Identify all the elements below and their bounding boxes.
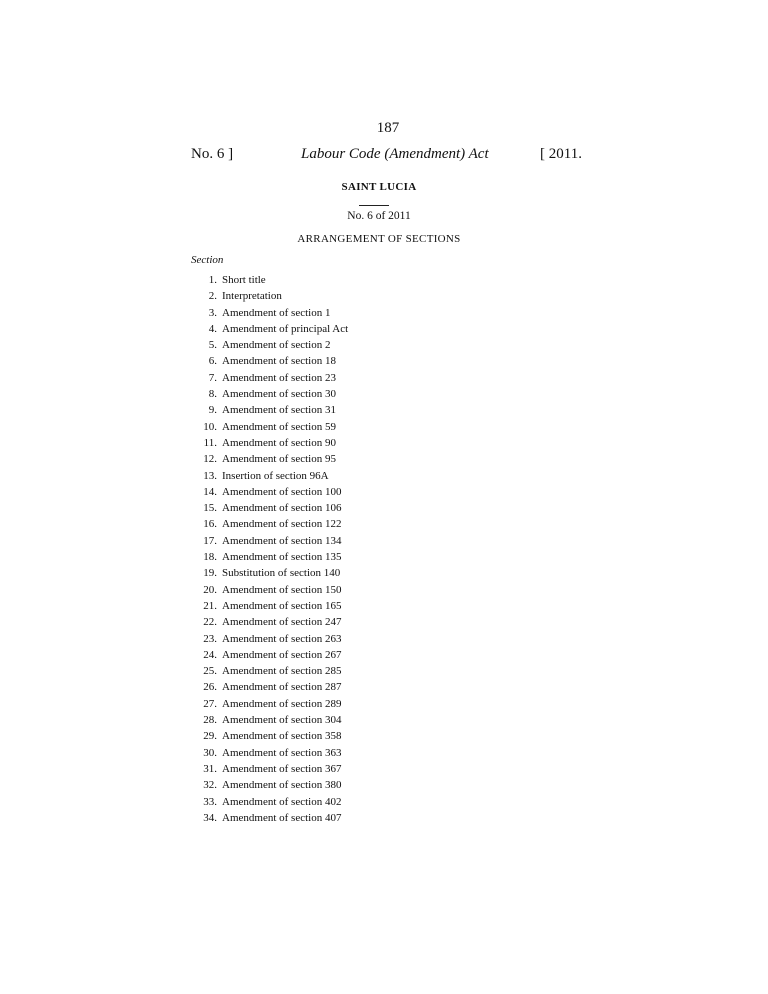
section-list-item [191,435,348,451]
section-number: 6. [208,355,217,368]
section-list-item [191,451,348,467]
section-title: Short title [222,274,266,286]
section-title: Amendment of section 135 [222,551,342,564]
section-number: 1. [208,274,217,286]
section-title: Amendment of section 2 [222,339,331,352]
section-list-item [191,305,348,321]
section-title: Amendment of section 380 [222,779,342,792]
title-divider [359,205,389,206]
section-number: 2. [208,290,217,303]
running-header [191,146,591,166]
section-list-item [191,777,348,793]
section-list-item [191,679,348,695]
arrangement-heading: ARRANGEMENT OF SECTIONS [297,233,461,245]
section-title: Amendment of section 90 [222,436,336,449]
section-number: 18. [203,551,217,564]
section-number: 29. [203,730,217,743]
section-list-item [191,419,348,435]
section-title: Amendment of section 289 [222,697,342,710]
section-number: 3. [208,306,217,319]
section-number: 12. [203,453,217,466]
section-number: 5. [208,339,217,352]
section-number: 11. [203,436,217,449]
section-list-item [191,565,348,581]
section-number: 24. [203,648,217,661]
section-number: 27. [203,697,217,710]
header-act-number: No. 6 ] [191,146,234,162]
section-title: Amendment of section 150 [222,583,342,596]
section-list-item [191,647,348,663]
act-number: No. 6 of 2011 [347,210,411,222]
section-list-item [191,598,348,614]
section-number: 20. [203,583,217,596]
section-title: Amendment of section 367 [222,762,342,775]
section-number: 7. [208,371,217,384]
section-number: 8. [208,388,217,401]
section-list-item [191,370,348,386]
section-number: 15. [203,502,217,515]
section-list-item [191,533,348,549]
section-number: 32. [203,779,217,792]
page-number: 187 [376,120,400,136]
section-number: 19. [203,567,217,580]
section-title: Amendment of section 267 [222,648,342,661]
section-title: Amendment of section 31 [222,404,336,417]
section-list-item [191,353,348,369]
section-list-item [191,631,348,647]
section-number: 34. [203,811,217,824]
section-list-item [191,663,348,679]
section-list-item [191,582,348,598]
section-title: Amendment of section 263 [222,632,342,645]
section-column-label: Section [191,254,224,266]
section-list-item [191,500,348,516]
section-list-item [191,745,348,761]
section-list-item [191,468,348,484]
section-title: Amendment of section 358 [222,730,342,743]
section-list-item [191,337,348,353]
section-number: 21. [203,599,217,612]
section-title: Amendment of principal Act [222,322,349,335]
section-number: 26. [203,681,217,694]
section-list-item [191,402,348,418]
section-title: Amendment of section 165 [222,599,342,612]
section-number: 25. [203,665,217,678]
section-number: 28. [203,714,217,727]
section-list-item [191,549,348,565]
section-list-item [191,712,348,728]
section-title: Amendment of section 59 [222,420,336,433]
section-list-item [191,761,348,777]
section-title: Amendment of section 247 [222,616,342,629]
section-number: 23. [203,632,217,645]
section-list-item [191,288,348,304]
section-number: 10. [203,420,217,433]
section-title: Amendment of section 100 [222,485,342,498]
section-list [191,272,348,826]
section-list-item [191,321,348,337]
section-list-item [191,484,348,500]
section-list-item [191,696,348,712]
country-heading: SAINT LUCIA [341,181,417,193]
section-title: Amendment of section 1 [222,306,331,319]
section-number: 4. [208,322,217,335]
section-title: Amendment of section 122 [222,518,342,531]
section-title: Insertion of section 96A [222,469,329,482]
section-list-item [191,810,348,826]
section-list-item [191,386,348,402]
section-number: 33. [203,795,217,808]
section-list-item [191,728,348,744]
section-title: Amendment of section 287 [222,681,342,694]
section-title: Amendment of section 304 [222,714,342,727]
section-number: 22. [203,616,217,629]
section-number: 17. [203,534,217,547]
section-list-item [191,614,348,630]
section-title: Amendment of section 106 [222,502,342,515]
header-year: [ 2011. [540,146,582,162]
section-title: Amendment of section 407 [222,811,342,824]
section-title: Amendment of section 18 [222,355,336,368]
section-list-item [191,516,348,532]
section-number: 16. [203,518,217,531]
section-title: Amendment of section 23 [222,371,336,384]
section-title: Amendment of section 402 [222,795,342,808]
section-title: Amendment of section 134 [222,534,342,547]
section-number: 14. [203,485,217,498]
section-list-item [191,794,348,810]
section-list-item [191,272,348,288]
section-title: Interpretation [222,290,282,303]
section-title: Amendment of section 95 [222,453,336,466]
section-number: 30. [203,746,217,759]
section-title: Substitution of section 140 [222,567,341,580]
section-number: 31. [203,762,217,775]
section-title: Amendment of section 285 [222,665,342,678]
section-number: 9. [208,404,217,417]
section-number: 13. [203,469,217,482]
section-title: Amendment of section 30 [222,388,336,401]
section-title: Amendment of section 363 [222,746,342,759]
header-act-title: Labour Code (Amendment) Act [301,146,489,162]
